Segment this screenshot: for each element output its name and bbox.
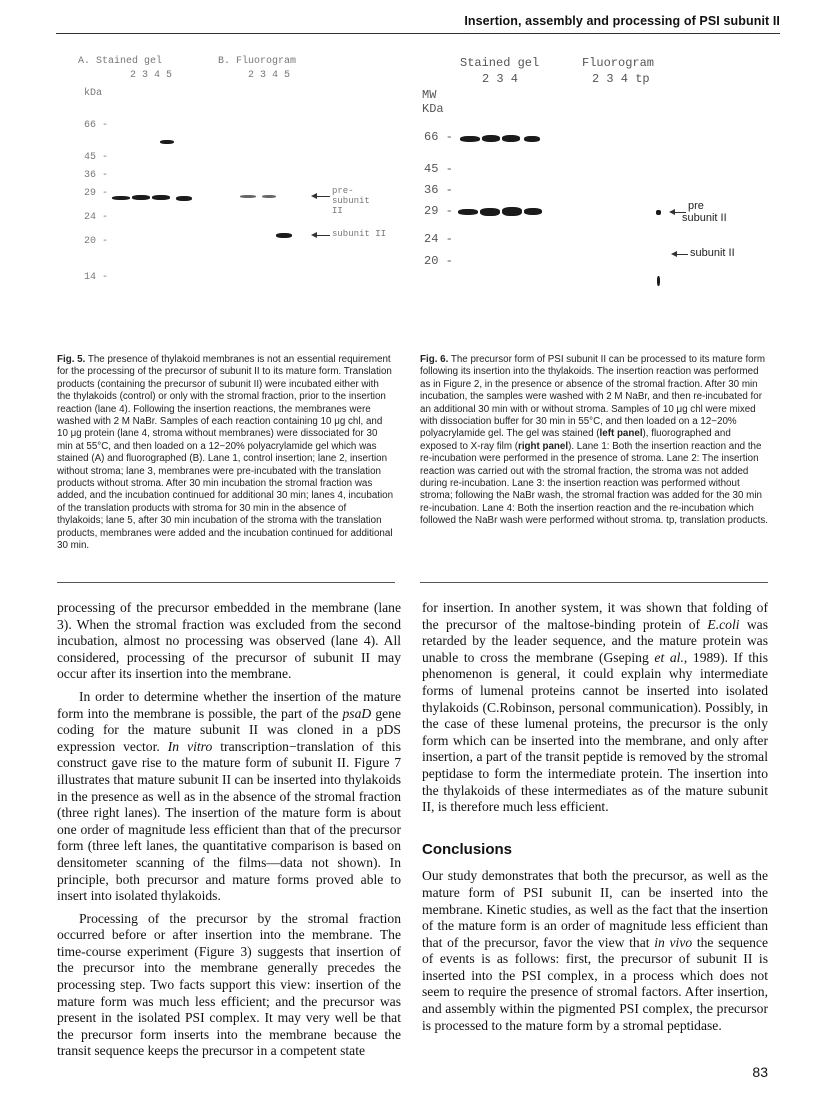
- fig6-band: [524, 136, 540, 142]
- fig6-band: [657, 276, 660, 286]
- fig5-mw-36: 36 -: [84, 170, 109, 181]
- section-heading-conclusions: Conclusions: [422, 840, 513, 858]
- fig6-band: [482, 135, 500, 142]
- text-run: was retarded by the leader sequence, and the mature protein was unable to cross the membrane (Gseping: [422, 616, 768, 665]
- left-column: [57, 600, 401, 1066]
- fig6-caption-part: ), fluorographed and exposed to X-ray film (: [420, 428, 731, 452]
- figure-5-caption: [57, 354, 395, 553]
- fig6-lanes-a: 2 3 4: [482, 72, 519, 86]
- fig6-lanes-b: 2 3 4 tp: [592, 72, 650, 86]
- header-rule: [56, 33, 780, 34]
- running-title: Insertion, assembly and processing of PSI subunit II: [464, 14, 780, 28]
- figure-6-image: [420, 50, 760, 340]
- fig5-label-a: A. Stained gel: [78, 56, 163, 67]
- fig6-band: [502, 135, 520, 142]
- text-run: gene coding for the mature subunit II was cloned in a pDS expression vector.: [57, 705, 401, 754]
- page-number: 83: [752, 1064, 768, 1080]
- fig6-pre-label-2: subunit II: [682, 212, 727, 224]
- fig5-band: [176, 196, 192, 201]
- fig6-mw-24: 24 -: [424, 232, 453, 246]
- fig5-mw-unit: kDa: [84, 88, 103, 99]
- gene-name: psaD: [342, 705, 372, 721]
- caption-rule-left: [57, 582, 395, 583]
- fig5-mw-29: 29 -: [84, 188, 109, 199]
- fig5-pre-arrow: [316, 196, 330, 197]
- fig6-band: [460, 136, 480, 142]
- fig6-caption-left-panel: left panel: [599, 428, 643, 440]
- figure-6-caption: [420, 354, 768, 528]
- fig6-mw-unit: KDa: [422, 102, 444, 116]
- et-al: et al.: [654, 649, 684, 665]
- right-paragraph-1: [422, 600, 768, 816]
- fig6-mw-45: 45 -: [424, 162, 453, 176]
- figure-5-image: [70, 50, 390, 340]
- left-paragraph-2: [57, 689, 401, 905]
- fig5-mw-24: 24 -: [84, 212, 109, 223]
- fig5-band: [240, 195, 256, 198]
- fig6-mw-20: 20 -: [424, 254, 453, 268]
- fig5-mature-arrow: [316, 235, 330, 236]
- in-vitro-term: In vitro: [167, 738, 213, 754]
- fig6-band: [480, 208, 500, 216]
- text-run: the sequence of events is as follows: first, the precursor of subunit II is inserted into the PSI complex, in a process which does not seem to require the presence of stromal factors. After insertion, and assembly within the pigmented PSI complex, the precursor is processed to the mature form by a stromal peptidase.: [422, 934, 768, 1033]
- fig6-mature-arrow: [676, 254, 688, 255]
- fig6-label-a: Stained gel: [460, 56, 540, 70]
- fig5-band: [112, 196, 130, 200]
- fig6-mw-title: MW: [422, 88, 437, 102]
- fig5-caption-number: Fig. 5.: [57, 354, 86, 365]
- fig5-band: [160, 140, 174, 144]
- fig6-caption-right-panel: right panel: [518, 440, 569, 452]
- left-paragraph-1: processing of the precursor embedded in the membrane (lane 3). When the stromal fraction was excluded from the second incubation, almost no processing was observed (lane 4). All considered, processing of the precursor of subunit II may occur after its insertion into the membrane.: [57, 600, 401, 682]
- fig5-lanes-b: 2 3 4 5: [248, 70, 291, 81]
- fig5-mw-45: 45 -: [84, 152, 109, 163]
- fig5-caption-text: The presence of thylakoid membranes is not an essential requirement for the processing of the precursor of subunit II to its mature form. Translation products (containing the precursor of subunit II) were incubated either with the thylakoids (control) or only with the stromal fraction, prior to the insertion reaction (lane 4). Following the insertion reactions, the membranes were washed with 2 M NaBr. Samples of each reaction containing 10 μg chl, and 10 μg protein (lane 4, stroma without membranes) were dissociated for 30 min at 55°C, and then loaded on a 12−20% polyacrylamide gel which was stained (A) and fluorographed (B). Lane 1, control insertion; lane 2, insertion without stroma; lane 3, membranes were pre-incubated with the translation products without stroma. After 30 min incubation the stromal fraction was added, and the incubation continued for additional 30 min; lanes 4, incubation of the translation products with stroma for 30 min in the absence of thylakoids; lane 5, after 30 min incubation of the stroma with the translation products, membranes were added and the incubation continued for additional 30 min.: [57, 354, 394, 552]
- fig5-mw-20: 20 -: [84, 236, 109, 247]
- text-run: transcription−translation of this construct gave rise to the mature form of subunit II. Figure 7 illustrates that mature subunit II can be inserted into thylakoids in the presence as well as in the absence of the stromal fraction (three right lanes). The insertion of the mature form is about one order of magnitude less efficient than that of the precursor form (three left lanes, the quantitative comparison is based on densitometer scanning of the films—data not shown). In principle, both precursor and mature forms proved able to insert into isolated thylakoids.: [57, 738, 401, 904]
- fig6-band: [656, 210, 661, 215]
- left-paragraph-3: Processing of the precursor by the stromal fraction occurred before or after insertion into the membrane. The time-course experiment (Figure 3) suggests that insertion of the precursor into the membrane generally precedes the processing step. Two facts support this view: insertion of the mature form was much less efficient; and the precursor was present in the isolated PSI complex. It may very well be that the precursor form inserts into the membrane because the transit sequence keeps the precursor in a competent state: [57, 910, 401, 1059]
- fig5-label-b: B. Fluorogram: [218, 56, 297, 67]
- text-run: for insertion. In another system, it was shown that folding of the precursor of the maltose-binding protein of: [422, 600, 768, 632]
- text-run: In order to determine whether the insertion of the mature form into the membrane is possible, the part of the: [57, 688, 401, 721]
- species-name: E.coli: [707, 616, 740, 632]
- text-run: , 1989). If this phenomenon is general, it could explain why intermediate forms of lumenal proteins cannot be inserted into isolated thylakoids (C.Robinson, personal communication). Possibly, in the case of these lumenal proteins, the precursor is the only form which can be inserted into the membrane, and only after insertion, a part of the transit peptide is removed by the stromal peptidase to form the intermediate protein. The insertion into the thylakoids of these intermediates as of the mature subunit II, is therefore much less efficient.: [422, 649, 768, 815]
- fig6-label-b: Fluorogram: [582, 56, 655, 70]
- fig6-caption-part: ). Lane 1: Both the insertion reaction and the re-incubation were performed in the presence of stroma. Lane 2: The insertion reaction was carried out with the stromal fraction, the stroma was not added during re-incubation. Lane 3: the insertion reaction was performed without stroma; following the NaBr wash, the stromal fraction was added for the 30 min re-incubation. Lane 4: Both the insertion reaction and the re-incubation which followed the NaBr wash were performed without stroma. tp, translation products.: [420, 440, 768, 527]
- fig5-lanes-a: 2 3 4 5: [130, 70, 173, 81]
- fig5-band: [152, 195, 170, 200]
- text-run: Our study demonstrates that both the precursor, as well as the mature form of PSI subunit II, can be inserted into the membrane. Kinetic studies, as well as the fact that the insertion of the mature form is an order of magnitude less efficient than that of the precursor, favor the view that: [422, 868, 768, 950]
- fig5-mw-66: 66 -: [84, 120, 109, 131]
- fig5-pre-label: pre-subunit II: [332, 186, 370, 216]
- fig6-band: [524, 208, 542, 215]
- caption-rule-right: [420, 582, 768, 583]
- fig5-band: [276, 233, 292, 238]
- fig6-mw-29: 29 -: [424, 204, 453, 218]
- fig5-band: [132, 195, 150, 200]
- fig5-band: [262, 195, 276, 198]
- fig6-mature-label: subunit II: [690, 247, 735, 259]
- in-vivo-term: in vivo: [654, 934, 693, 950]
- fig5-mw-14: 14 -: [84, 272, 109, 283]
- fig6-mw-36: 36 -: [424, 183, 453, 197]
- fig5-mature-label: subunit II: [332, 229, 387, 239]
- fig6-mw-66: 66 -: [424, 130, 453, 144]
- fig6-caption-part: The precursor form of PSI subunit II can be processed to its mature form following its insertion into the thylakoids. The insertion reaction was performed as in Figure 2, in the presence or absence of the stromal fraction. After 30 min incubation, the samples were washed with 2 M NaBr, and then re-incubated for an additional 30 min with or without stroma. Samples of 10 μg chl were mixed with dissociation buffer for 30 min in 55°C, and then loaded on a 12−20% polyacrylamide gel. The gel was stained (: [420, 354, 766, 440]
- right-paragraph-2: [422, 868, 768, 1034]
- fig6-caption-number: Fig. 6.: [420, 354, 449, 365]
- fig6-band: [458, 209, 478, 215]
- fig6-band: [502, 207, 522, 216]
- fig6-pre-label: pre: [688, 200, 704, 212]
- right-column: [422, 600, 768, 1040]
